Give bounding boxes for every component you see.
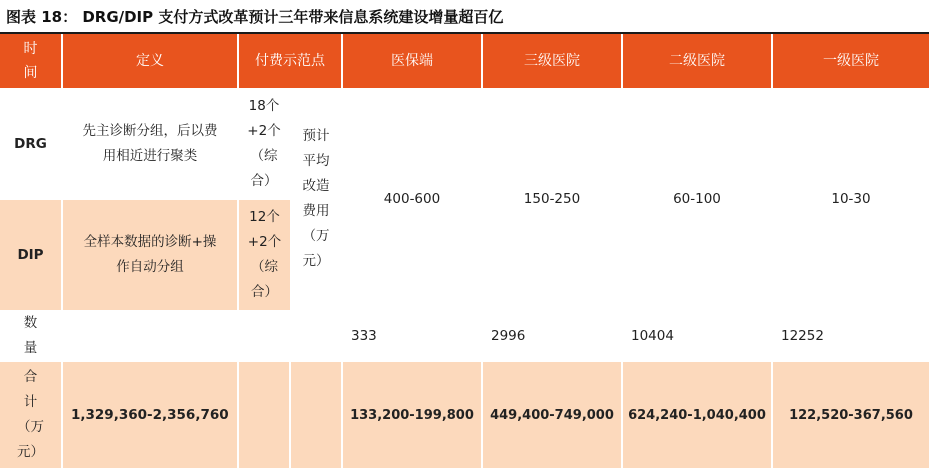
header-tier2-hospital: 二级医院 bbox=[622, 34, 772, 88]
total-tier3: 449,400-749,000 bbox=[482, 362, 622, 468]
data-table bbox=[0, 34, 929, 468]
header-tier3-hospital: 三级医院 bbox=[482, 34, 622, 88]
drg-pay-groups: 18个 +2个 （综 合） bbox=[238, 88, 290, 200]
drg-definition: 先主诊断分组，后以费 用相近进行聚类 bbox=[62, 88, 238, 200]
count-insurer: 333 bbox=[342, 310, 482, 362]
dip-label: DIP bbox=[0, 200, 62, 310]
count-tier2: 10404 bbox=[622, 310, 772, 362]
insurer-cost: 400-600 bbox=[342, 88, 482, 310]
total-definition: 1,329,360-2,356,760 bbox=[62, 362, 238, 468]
total-insurer: 133,200-199,800 bbox=[342, 362, 482, 468]
figure-title: 图表 18： DRG/DIP 支付方式改革预计三年带来信息系统建设增量超百亿 bbox=[6, 8, 504, 26]
count-tier1: 12252 bbox=[772, 310, 929, 362]
tier1-cost: 10-30 bbox=[772, 88, 929, 310]
table-row-count bbox=[0, 310, 929, 362]
tier3-cost: 150-250 bbox=[482, 88, 622, 310]
header-definition: 定义 bbox=[62, 34, 238, 88]
tier2-cost: 60-100 bbox=[622, 88, 772, 310]
total-label: 合 计 （万 元） bbox=[0, 362, 62, 468]
header-time: 时 间 bbox=[0, 34, 62, 88]
header-pay-demo: 付费示范点 bbox=[238, 34, 342, 88]
total-tier2: 624,240-1,040,400 bbox=[622, 362, 772, 468]
header-row bbox=[0, 34, 929, 88]
dip-pay-groups: 12个 +2个 （综 合） bbox=[238, 200, 290, 310]
count-label: 数 量 bbox=[0, 310, 62, 362]
table-row-total bbox=[0, 362, 929, 468]
pay-note: 预计 平均 改造 费用 （万 元） bbox=[290, 88, 342, 310]
count-tier3: 2996 bbox=[482, 310, 622, 362]
drg-label: DRG bbox=[0, 88, 62, 200]
dip-definition: 全样本数据的诊断+操 作自动分组 bbox=[62, 200, 238, 310]
table-row-drg bbox=[0, 88, 929, 200]
header-tier1-hospital: 一级医院 bbox=[772, 34, 929, 88]
total-tier1: 122,520-367,560 bbox=[772, 362, 929, 468]
header-insurer: 医保端 bbox=[342, 34, 482, 88]
